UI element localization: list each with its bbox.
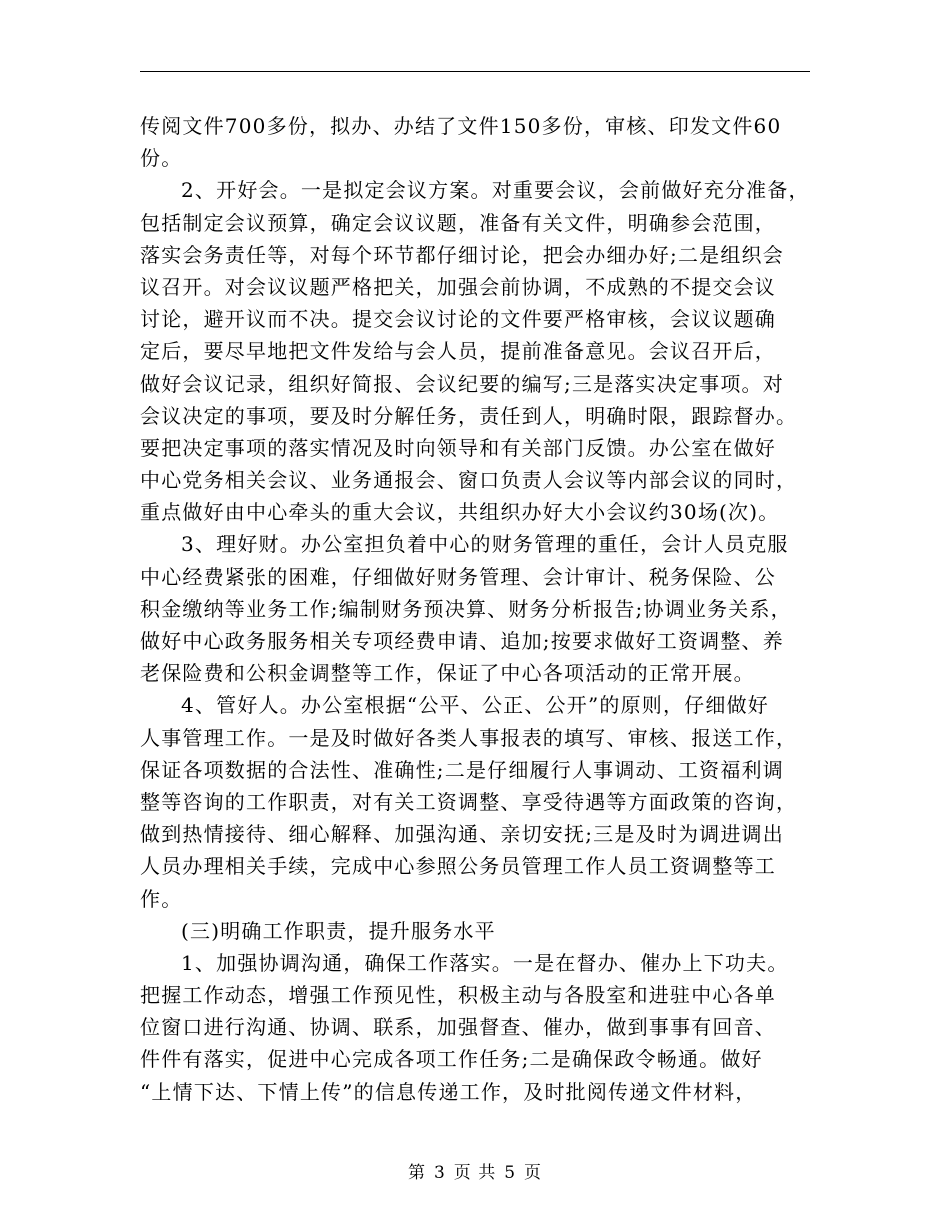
- text-line: 老保险费和公积金调整等工作，保证了中心各项活动的正常开展。: [140, 661, 755, 686]
- text-line: 把握工作动态，增强工作预见性，积极主动与各股室和进驻中心各单: [140, 983, 776, 1008]
- page-footer: [0, 1158, 950, 1183]
- page-suffix: 页: [524, 1163, 543, 1183]
- text-line: 中心经费紧张的困难，仔细做好财务管理、会计审计、税务保险、公: [140, 564, 776, 589]
- text-line: (三)明确工作职责，提升服务水平: [181, 918, 496, 943]
- text-line: “上情下达、下情上传”的信息传递工作，及时批阅传递文件材料，: [140, 1079, 757, 1104]
- text-line: 会议决定的事项，要及时分解任务，责任到人，明确时限，跟踪督办。: [140, 403, 798, 428]
- page-prefix: 第: [407, 1163, 426, 1183]
- text-line: 人事管理工作。一是及时做好各类人事报表的填写、审核、报送工作，: [140, 725, 798, 750]
- text-line: 议召开。对会议议题严格把关，加强会前协调，不成熟的不提交会议: [140, 274, 776, 299]
- document-body: [140, 110, 820, 1108]
- text-line: 4、管好人。办公室根据“公平、公正、公开”的原则，仔细做好: [181, 693, 769, 718]
- text-line: 作。: [140, 886, 183, 911]
- text-line: 做到热情接待、细心解释、加强沟通、亲切安抚;三是及时为调进调出: [140, 822, 784, 847]
- text-line: 保证各项数据的合法性、准确性;二是仔细履行人事调动、工资福利调: [140, 757, 784, 782]
- page-mid: 页 共: [453, 1163, 497, 1183]
- text-line: 积金缴纳等业务工作;编制财务预决算、财务分析报告;协调业务关系，: [140, 596, 792, 621]
- text-line: 定后，要尽早地把文件发给与会人员，提前准备意见。会议召开后，: [140, 339, 776, 364]
- text-line: 重点做好由中心牵头的重大会议，共组织办好大小会议约30场(次)。: [140, 500, 780, 525]
- text-line: 中心党务相关会议、业务通报会、窗口负责人会议等内部会议的同时，: [140, 468, 798, 493]
- text-line: 2、开好会。一是拟定会议方案。对重要会议，会前做好充分准备，: [181, 178, 810, 203]
- text-line: 整等咨询的工作职责，对有关工资调整、享受待遇等方面政策的咨询，: [140, 789, 798, 814]
- text-line: 包括制定会议预算，确定会议议题，准备有关文件，明确参会范围，: [140, 210, 776, 235]
- text-line: 要把决定事项的落实情况及时向领导和有关部门反馈。办公室在做好: [140, 435, 776, 460]
- text-line: 份。: [140, 146, 183, 171]
- text-line: 位窗口进行沟通、协调、联系，加强督查、催办，做到事事有回音、: [140, 1015, 776, 1040]
- page-current: 3: [433, 1163, 446, 1183]
- text-line: 做好会议记录，组织好简报、会议纪要的编写;三是落实决定事项。对: [140, 371, 784, 396]
- text-line: 传阅文件700多份，拟办、办结了文件150多份，审核、印发文件60: [140, 114, 782, 138]
- text-line: 3、理好财。办公室担负着中心的财务管理的重任，会计人员克服: [181, 532, 789, 557]
- text-line: 人员办理相关手续，完成中心参照公务员管理工作人员工资调整等工: [140, 854, 776, 879]
- text-line: 1、加强协调沟通，确保工作落实。一是在督办、催办上下功夫。: [181, 950, 789, 975]
- text-line: 件件有落实，促进中心完成各项工作任务;二是确保政令畅通。做好: [140, 1047, 763, 1072]
- text-line: 做好中心政务服务相关专项经费申请、追加;按要求做好工资调整、养: [140, 629, 784, 653]
- text-line: 讨论，避开议而不决。提交会议讨论的文件要严格审核，会议议题确: [140, 307, 776, 332]
- header-rule: [140, 71, 810, 72]
- text-line: 落实会务责任等，对每个环节都仔细讨论，把会办细办好;二是组织会: [140, 242, 784, 267]
- page-total: 5: [504, 1163, 517, 1183]
